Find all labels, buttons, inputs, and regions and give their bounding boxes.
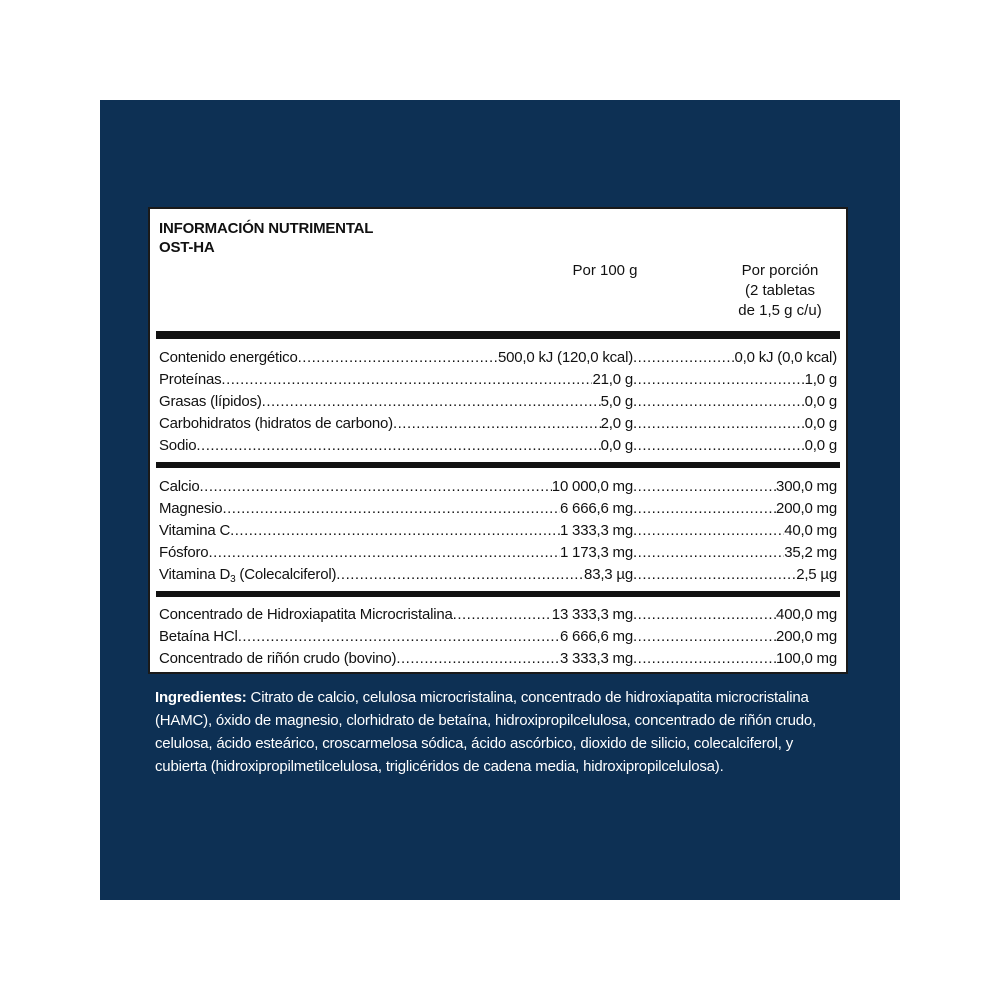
portion-header-line-1: Por porción [741, 262, 819, 279]
ingredients-label: Ingredientes: [155, 689, 247, 706]
dot-leader [633, 520, 784, 542]
dot-leader [633, 413, 805, 435]
ingredients-paragraph [155, 686, 845, 778]
nutrient-row [159, 476, 837, 498]
nutrient-name-rest: (Colecalciferol) [235, 566, 337, 583]
nutrient-name: Contenido energético [159, 349, 298, 366]
title-line-2: OST-HA [159, 239, 215, 256]
dot-leader [196, 435, 600, 457]
dot-leader [298, 347, 498, 369]
nutrient-name: Carbohidratos (hidratos de carbono) [159, 415, 393, 432]
dot-leader [222, 498, 559, 520]
value-per-100g: 21,0 g [592, 371, 633, 388]
column-header-per-portion [715, 261, 845, 321]
value-per-100g: 1 173,3 mg [559, 544, 633, 561]
value-per-100g: 500,0 kJ (120,0 kcal) [497, 349, 633, 366]
value-per-100g: 5,0 g [600, 393, 633, 410]
dot-leader [633, 391, 805, 413]
dot-leader [208, 542, 559, 564]
nutrient-name [159, 564, 336, 586]
nutrient-name: Proteínas [159, 371, 222, 388]
nutrient-name: Concentrado de Hidroxiapatita Microcristalina [159, 606, 453, 623]
value-per-portion: 200,0 mg [776, 500, 837, 517]
header-rule [156, 331, 840, 339]
nutrient-row [159, 347, 837, 369]
ingredients-text: Citrato de calcio, celulosa microcristalina, concentrado de hidroxiapatita microcristalina (HAMC), óxido de magnesio, clorhidrato de betaína, hidroxipropilcelulosa, concentrado de riñón crudo, celulosa, ácido esteárico, croscarmelosa sódica, ácido ascórbico, dioxido de silicio, colecalciferol, y cubierta (hidroxipropilmetilcelulosa, triglicéridos de cadena media, hidroxipropilcelulosa). [155, 689, 817, 775]
dot-leader [633, 369, 805, 391]
value-per-portion: 0,0 g [804, 393, 837, 410]
nutrient-row [159, 648, 837, 670]
nutrient-row [159, 520, 837, 542]
minerals-vitamins-section [159, 476, 837, 586]
value-per-portion: 0,0 kJ (0,0 kcal) [734, 349, 837, 366]
dot-leader [396, 648, 560, 670]
dot-leader [633, 347, 735, 369]
column-header-per-100g: Por 100 g [572, 262, 638, 279]
dot-leader [633, 476, 776, 498]
dot-leader [238, 626, 560, 648]
nutrient-row [159, 369, 837, 391]
dot-leader [199, 476, 551, 498]
value-per-portion: 100,0 mg [776, 650, 837, 667]
dot-leader [453, 604, 552, 626]
dot-leader [633, 604, 776, 626]
dot-leader [230, 520, 560, 542]
dot-leader [336, 564, 584, 586]
value-per-100g: 3 333,3 mg [559, 650, 633, 667]
value-per-portion: 400,0 mg [776, 606, 837, 623]
nutrient-row [159, 542, 837, 564]
value-per-100g: 83,3 µg [584, 566, 633, 583]
value-per-portion: 0,0 g [804, 415, 837, 432]
value-per-100g: 2,0 g [600, 415, 633, 432]
nutrient-row [159, 626, 837, 648]
nutrient-name: Concentrado de riñón crudo (bovino) [159, 650, 397, 667]
value-per-100g: 13 333,3 mg [551, 606, 633, 623]
nutrient-name: Grasas (lípidos) [159, 393, 262, 410]
value-per-portion: 40,0 mg [784, 522, 837, 539]
value-per-portion: 1,0 g [804, 371, 837, 388]
dot-leader [633, 564, 796, 586]
nutrient-row [159, 435, 837, 457]
nutrient-name: Sodio [159, 437, 197, 454]
value-per-100g: 10 000,0 mg [551, 478, 633, 495]
nutrient-name-main: Vitamina D [159, 566, 231, 583]
nutrient-row [159, 498, 837, 520]
nutrition-facts-box [148, 207, 848, 674]
dot-leader [633, 542, 784, 564]
value-per-100g: 1 333,3 mg [559, 522, 633, 539]
nutrient-name: Calcio [159, 478, 200, 495]
active-ingredients-section [159, 604, 837, 670]
dot-leader [633, 626, 776, 648]
nutrient-name: Fósforo [159, 544, 209, 561]
nutrient-row [159, 413, 837, 435]
value-per-100g: 6 666,6 mg [559, 628, 633, 645]
portion-header-line-2: (2 tabletas [744, 282, 816, 299]
value-per-portion: 300,0 mg [776, 478, 837, 495]
value-per-portion: 0,0 g [804, 437, 837, 454]
nutrient-row [159, 604, 837, 626]
dot-leader [633, 435, 805, 457]
nutrient-row [159, 391, 837, 413]
value-per-portion: 200,0 mg [776, 628, 837, 645]
value-per-100g: 0,0 g [600, 437, 633, 454]
value-per-100g: 6 666,6 mg [559, 500, 633, 517]
nutrient-name: Betaína HCl [159, 628, 238, 645]
section-divider-2 [156, 591, 840, 597]
value-per-portion: 35,2 mg [784, 544, 837, 561]
dot-leader [633, 648, 776, 670]
portion-header-line-3: de 1,5 g c/u) [738, 302, 822, 319]
nutrient-row [159, 564, 837, 586]
dot-leader [221, 369, 592, 391]
energy-macros-section [159, 347, 837, 457]
nutrient-name-subscript: 3 [230, 574, 236, 585]
value-per-portion: 2,5 µg [796, 566, 837, 583]
dot-leader [633, 498, 776, 520]
nutrient-name: Vitamina C [159, 522, 231, 539]
dot-leader [262, 391, 601, 413]
title-line-1: INFORMACIÓN NUTRIMENTAL [159, 220, 374, 237]
nutrient-name: Magnesio [159, 500, 223, 517]
section-divider-1 [156, 462, 840, 468]
label-title [159, 219, 373, 257]
dot-leader [393, 413, 601, 435]
